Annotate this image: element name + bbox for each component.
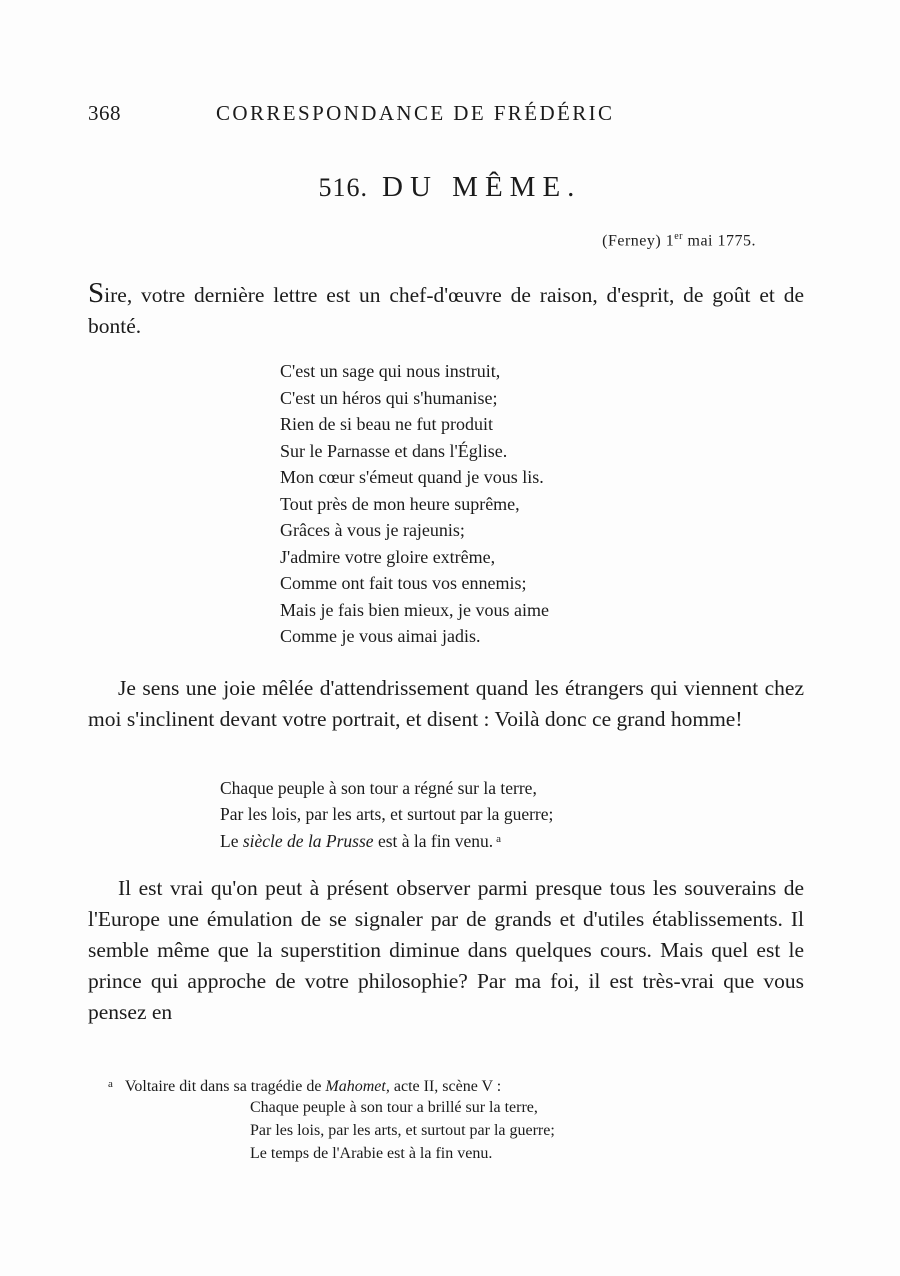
letter-title: DU MÊME.: [382, 171, 582, 203]
letter-heading: [0, 171, 900, 204]
verse-line: Sur le Parnasse et dans l'Église.: [280, 440, 508, 461]
verse-line: Par les lois, par les arts, et surtout par la guerre;: [220, 803, 554, 824]
verse-line: Grâces à vous je rajeunis;: [280, 520, 465, 540]
footnote-text: acte II, scène V :: [389, 1078, 502, 1095]
verse-line: [220, 827, 553, 853]
verse-line: Chaque peuple à son tour a régné sur la terre,: [220, 778, 537, 798]
verse-line: Mais je fais bien mieux, je vous aime: [280, 599, 549, 620]
verse-line: Le temps de l'Arabie est à la fin venu.: [250, 1145, 493, 1162]
footnote: [108, 1073, 501, 1098]
dateline-superscript: er: [674, 231, 683, 242]
running-title: CORRESPONDANCE DE FRÉDÉRIC: [216, 101, 615, 125]
verse-text: est à la fin venu.: [373, 831, 494, 851]
quoted-verse: [220, 776, 553, 853]
verse-line: Rien de si beau ne fut produit: [280, 414, 493, 434]
verse-text: Le: [220, 831, 243, 851]
verse-line: J'admire votre gloire extrême,: [280, 546, 496, 567]
paragraph-text: Il est vrai qu'on peut à présent observer parmi presque tous les souverains de l'Europe une émulation de se signaler par de grands et d'utiles établissements. Il semble même que la superstition diminue dans quelques cours. Mais quel est le prince qui approche de votre philosophie? Par ma foi, il est très-vrai que vous pensez en: [88, 876, 804, 1024]
poem-stanza: [280, 358, 549, 650]
paragraph-opening: [88, 278, 804, 342]
footnote-reference[interactable]: a: [496, 833, 502, 845]
dateline-date: mai 1775.: [683, 232, 756, 250]
paragraph-text: ire, votre dernière lettre est un chef-d'œuvre de raison, d'esprit, de goût et de bonté.: [88, 283, 804, 338]
paragraph-text: Je sens une joie mêlée d'attendrissement quand les étrangers qui viennent chez moi s'inclinent devant votre portrait, et disent : Voilà donc ce grand homme!: [88, 676, 804, 731]
verse-line: C'est un héros qui s'humanise;: [280, 387, 498, 408]
footnote-verse: [250, 1096, 555, 1165]
footnote-text: Voltaire dit dans sa tragédie de: [124, 1078, 326, 1095]
verse-line: Comme je vous aimai jadis.: [280, 626, 481, 646]
drop-capital: S: [88, 277, 105, 309]
dateline-place: (Ferney) 1: [602, 232, 675, 250]
verse-line: Mon cœur s'émeut quand je vous lis.: [280, 467, 544, 487]
paragraph-portrait: [88, 673, 804, 735]
verse-line: C'est un sage qui nous instruit,: [280, 361, 501, 381]
verse-line: Par les lois, par les arts, et surtout par la guerre;: [250, 1122, 555, 1139]
dateline: [602, 231, 756, 250]
verse-line: Comme ont fait tous vos ennemis;: [280, 573, 527, 593]
footnote-italic: Mahomet,: [325, 1078, 390, 1095]
italic-phrase: siècle de la Prusse: [242, 831, 374, 851]
footnote-letter: a: [108, 1078, 113, 1090]
paragraph-sovereigns: [88, 873, 804, 1028]
letter-number: 516.: [318, 173, 369, 202]
page-number: 368: [88, 101, 121, 125]
verse-line: Chaque peuple à son tour a brillé sur la terre,: [250, 1099, 538, 1116]
verse-line: Tout près de mon heure suprême,: [280, 493, 520, 514]
